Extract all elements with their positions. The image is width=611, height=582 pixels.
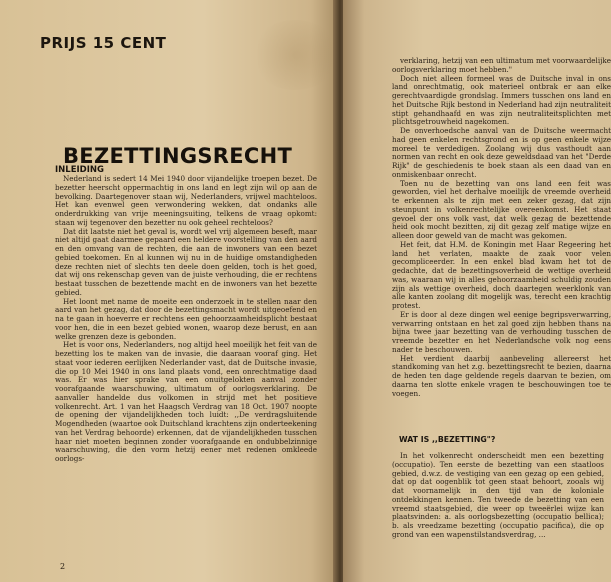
paragraph: Doch niet alleen formeel was de Duitsche inval in ons land onrechtmatig, ook materieel ontbrak er aan elke gerechtvaardigde grondslag. Immers tusschen ons land en het Duitsche Rijk bestond in Nederland had zijn neutraliteit stipt gehandhaafd en was zijn neutraliteitsplichten met plichtsgetrouwheid nagekomen. (392, 73, 611, 127)
page-number: 2 (60, 562, 66, 571)
paragraph: Het is voor ons, Nederlanders, nog altijd heel moeilijk het feit van de bezetting los te maken van de invasie, die daaraan vooraf ging. Het staat voor iederen eerlijken Nederlander vast, dat de Duitsche invasie, die op 10 Mei 1940 in ons land plaats vond, een onrechtmatige daad was. Er was hier sprake van een onuitgelokten aanval zonder voorafgaande waarschuwing, ultimatum of oorlogsverklaring. De aanvaller handelde dus volkomen in strijd met het positieve volkenrecht. Art. 1 van het Haagsch Verdrag van 18 Oct. 1907 noopte de opening der vijandelijkheden toch luidt: ,,De verdragsluitende Mogendheden (waartoe ook Duitschland krachtens zijn onderteekening van het Verdrag behoorde) erkennen, dat de vijandelijkheden tusschen haar niet moeten beginnen zonder voorafgaande en ondubbelzinnige waarschuwing, die den vorm hetzij eener met redenen omkleede oorlogs- (55, 340, 317, 463)
paragraph: De onverhoedsche aanval van de Duitsche weermacht had geen enkelen rechtsgrond en is op geen enkele wijze moreel te verdedigen. Zoolang wij dus vasthoudt aan normen van recht en ook deze geweldsdaad van het "Derde Rijk" de geschiedenis te boek staan als een daad van en onmiskenbaar onrecht. (392, 126, 611, 179)
page-title: BEZETTINGSRECHT (63, 144, 293, 168)
paragraph: Het verdient daarbij aanbeveling allereerst het standkoming van het z.g. bezettingsrecht te bezien, daarna de heden ten dage geldende regels daarvan te bezien, om daarna ten slotte enkele vragen te beschouwingen toe te voegen. (392, 353, 611, 398)
price-label: PRIJS 15 CENT (40, 34, 167, 52)
section-heading: INLEIDING (55, 165, 104, 175)
section-heading-bezetting: WAT IS ,,BEZETTING"? (399, 435, 496, 444)
paragraph: Het feit, dat H.M. de Koningin met Haar Regeering het land het verlaten, maakte de zaak voor velen gecompliceerder. In een enkel blad kwam het tot de gedachte, dat de bezettingsoverheid de wettige overheid was, waaraan wij in alles gehoorzaamheid schuldig zouden zijn als wettige overheid, doch daartegen weerklonk van alle kanten zoolang dit mogelijk was, terecht een krachtig protest. (392, 239, 611, 310)
paragraph: Dat dit laatste niet het geval is, wordt wel vrij algemeen beseft, maar niet altijd gaat daarmee gepaard een heldere voorstelling van den aard en den omvang van de rechten, die aan de inwoners van een bezet gebied toekomen. En al kunnen wij nu in de huidige omstandigheden deze rechten niet of slechts ten deele doen gelden, toch is het goed, dat wij ons rekenschap geven van de juiste verhouding, die er rechtens bestaat tusschen de bezettende macht en de inwoners van het bezette gebied. (55, 226, 317, 297)
paragraph: verklaring, hetzij van een ultimatum met voorwaardelijke oorlogsverklaring moet hebben." (392, 57, 611, 74)
paragraph: Er is door al deze dingen wel eenige begripsverwarring, verwarring ontstaan en het zal goed zijn hebben thans na bijna twee jaar bezetting van de verhouding tusschen de vreemde bezetter en het Nederlandsche volk nog eens nader te beschouwen. (392, 309, 611, 354)
left-body-text (55, 175, 317, 464)
paragraph: In het volkenrecht onderscheidt men een bezetting (occupatio). Ten eerste de bezetting van een staatloos gebied, d.w.z. de vestiging van een gezag op een gebied, dat op dat oogenblik tot geen staat behoort, zooals wij dat voornamelijk in den tijd van de koloniale ontdekkingen kennen. Ten tweede de bezetting van een vreemd staatsgebied, die weer op tweeërlei wijze kan plaatsvinden: a. als oorlogsbezetting (occupatio bellica); b. als vreedzame bezetting (occupatio pacifica), die op grond van een wapenstilstandsverdrag, ... (392, 452, 604, 539)
paragraph: Het loont met name de moeite een onderzoek in te stellen naar den aard van het gezag, dat door de bezettingsmacht wordt uitgeoefend en na te gaan in hoeverre er rechtens een gehoorzaamheidsplicht bestaat voor hen, die in een bezet gebied wonen, waarop deze berust, en aan welke grenzen deze is gebonden. (55, 296, 317, 341)
right-body-text (392, 57, 611, 398)
paragraph: Toen nu de bezetting van ons land een feit was geworden, viel het derhalve moeilijk de vreemde overheid te erkennen als te zijn met een zeker gezag, dat zijn steunpunt in volkenrechtelijke overeenkomst. Het staat gevoel der ons volk vast, dat welk gezag de bezettende heid ook mocht bezitten, zij dit gezag zelf matige wijze en alleen door geweld van de macht was gekomen. (392, 178, 611, 240)
right-body-text-2 (392, 452, 604, 578)
paragraph: Nederland is sedert 14 Mei 1940 door vijandelijke troepen bezet. De bezetter heerscht oppermachtig in ons land en legt zijn wil op aan de bevolking. Daartegenover staan wij, Nederlanders, vrijwel machteloos. Het kan evenwel geen verwondering wekken, dat ondanks alle onderdrukking van vrije meeningsuiting, telkens de vraag opkomt: staan wij tegenover den bezetter nu ook geheel rechteloos? (55, 174, 317, 227)
paper-stain (250, 20, 338, 90)
